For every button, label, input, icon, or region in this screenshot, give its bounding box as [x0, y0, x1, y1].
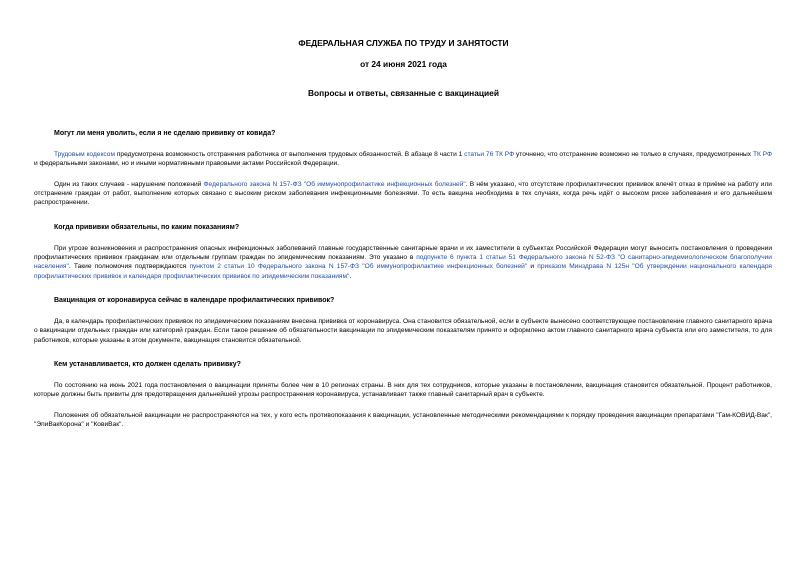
paragraph-text: . [349, 272, 352, 280]
agency-heading: ФЕДЕРАЛЬНАЯ СЛУЖБА ПО ТРУДУ И ЗАНЯТОСТИ [298, 38, 509, 48]
document-title: Вопросы и ответы, связанные с вакцинацией [308, 88, 499, 98]
paragraph-text: . Такие полномочия подтверждаются [68, 263, 190, 271]
section-paragraph [34, 317, 772, 345]
section-paragraph [34, 411, 772, 430]
paragraph-text: При угрозе возникновения и распространения опасных инфекционных заболеваний главные государственные санитарные врачи и их заместители в субъектах Российской Федерации могут выносить постановления о проведении профилактических прививок гражданам или отдельным группам граждан по эпидемическим показаниям. Это указано в [34, 244, 772, 262]
paragraph-text: По состоянию на июнь 2021 года постановления о вакцинации приняты более чем в 10 регионах страны. В них для тех сотрудников, которые указаны в постановлении, вакцинация становится обязательной. Процент работников, которые должны быть привиты для предотвращения дальнейшей угрозы распространения коронавируса, устанавливает также главный санитарный врач в субъекте. [34, 382, 772, 399]
legal-reference-link[interactable]: статьи 76 ТК РФ [464, 150, 515, 158]
section-question: Могут ли меня уволить, если я не сделаю прививку от ковида? [54, 130, 276, 137]
legal-reference-link[interactable]: пунктом 2 статьи 10 Федерального закона N 157-ФЗ "Об иммунопрофилактике инфекционных болезней" [189, 263, 528, 271]
section-paragraph [34, 244, 772, 281]
legal-reference-link[interactable]: приказом Минздрава N 125н "Об утверждении национального календаря профилактических прививок и календаря профилактических прививок по эпидемическим показаниям" [34, 263, 772, 280]
section-paragraph [34, 180, 772, 208]
paragraph-text: Положения об обязательной вакцинации не распространяются на тех, у кого есть противопоказания к вакцинации, установленные методическими рекомендациями к порядку проведения вакцинации препаратами "Гам-КОВИД-Вак", "ЭпиВакКорона" и "КовиВак". [34, 411, 772, 429]
section-question: Вакцинация от коронавируса сейчас в календаре профилактических прививок? [54, 297, 335, 305]
paragraph-text: уточнено, что отстранение возможно не только в случаях, предусмотренных [514, 150, 753, 158]
paragraph-text: и [527, 263, 538, 271]
section-paragraph [34, 150, 772, 169]
paragraph-text: и федеральными законами, но и иными нормативными правовыми актами Российской Федерации. [34, 160, 340, 168]
paragraph-text: предусмотрена возможность отстранения работника от выполнения трудовых обязанностей. В абзаце 8 части 1 [115, 150, 465, 158]
paragraph-text: Один из таких случаев - нарушение положений [54, 180, 204, 188]
legal-reference-link[interactable]: ТК РФ [752, 150, 772, 158]
legal-reference-link[interactable]: подпункте 6 пункта 1 статьи 51 Федерального закона N 52-ФЗ "О санитарно-эпидемиологическом благополучии населения" [34, 254, 772, 271]
document-date: от 24 июня 2021 года [360, 59, 447, 69]
section-paragraph [34, 381, 772, 400]
document-body [34, 129, 772, 445]
section-question: Кем устанавливается, кто должен сделать прививку? [54, 361, 241, 369]
legal-reference-link[interactable]: Трудовым кодексом [54, 150, 115, 158]
legal-reference-link[interactable]: Федерального закона N 157-ФЗ "Об иммунопрофилактике инфекционных болезней" [203, 180, 466, 188]
paragraph-text: . В нём указано, что отсутствие профилактических прививок влечёт отказ в приёме на работу или отстранение граждан от работ, выполнение которых связано с высоким риском заболевания инфекционными болезнями. То есть вакцина необходима в тех случаях, когда речь идёт о высоком риске заболевания и его дальнейшем распространении. [34, 180, 772, 207]
section-question: Когда прививки обязательны, по каким показаниям? [54, 223, 240, 231]
paragraph-text: Да, в календарь профилактических прививок по эпидемическим показаниям внесена прививка от коронавируса. Она становится обязательной, если в субъекте вынесено соответствующее постановление главного санитарного врача о вакцинации отдельных граждан или категорий граждан. Если такое решение об обязательности вакцинации по эпидемическим показателям принято и оформлено актом главного санитарного врача субъекта или его заместителя, то для работников, которые указаны в этом документе, вакцинация становится обязательной. [34, 318, 772, 344]
